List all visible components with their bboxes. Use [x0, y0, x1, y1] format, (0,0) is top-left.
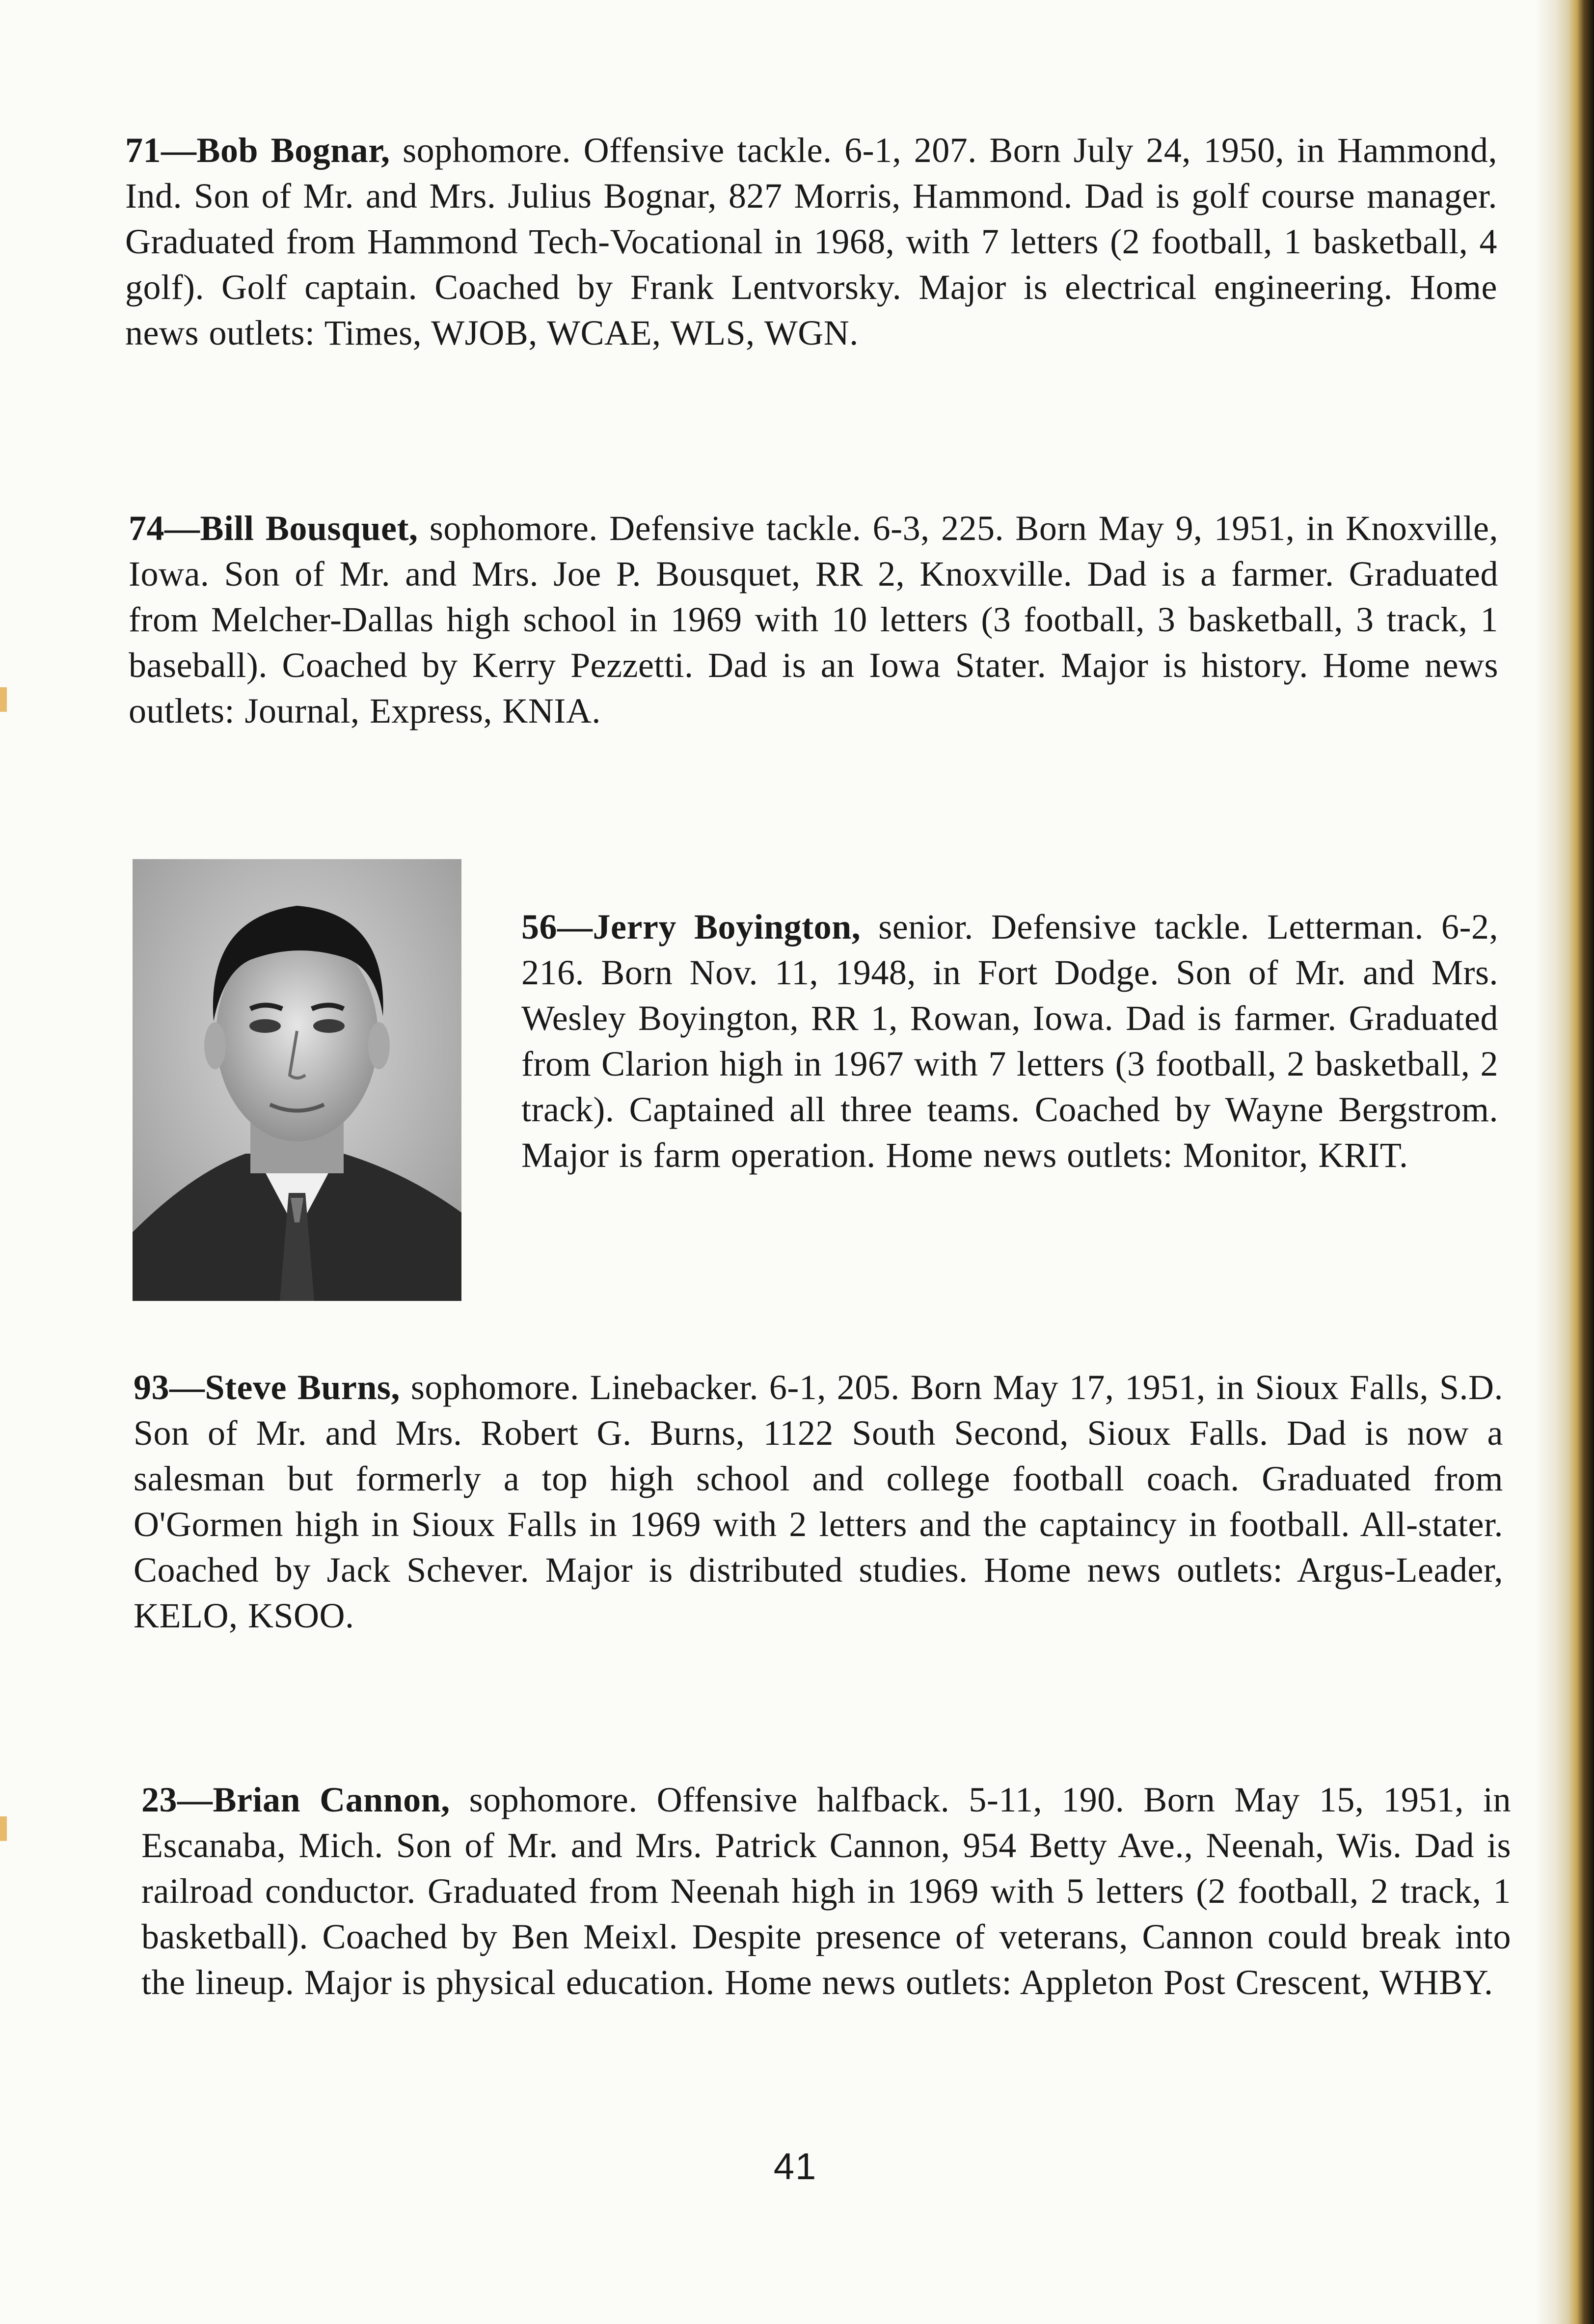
player-bio: sophomore. Linebacker. 6-1, 205. Born May 17, 1951, in Sioux Falls, S.D. Son of Mr. and Mrs. Robert G. Burns, 1122 South Second, Sioux Falls. Dad is now a salesman but formerly a top high school and college football coach. Graduated from O'Gormen high in Sioux Falls in 1969 with 2 letters and the captaincy in football. All-stater. Coached by Jack Schever. Major is distributed studies. Home news outlets: Argus-Leader, KELO, KSOO.: [134, 1368, 1503, 1635]
page-gutter: [1535, 0, 1569, 2324]
player-bio: sophomore. Offensive tackle. 6-1, 207. Born July 24, 1950, in Hammond, Ind. Son of Mr. and Mrs. Julius Bognar, 827 Morris, Hammond. Dad is golf course manager. Graduated from Hammond Tech-Vocational in 1968, with 7 letters (2 football, 1 basketball, 4 golf). Golf captain. Coached by Frank Lentvorsky. Major is electrical engineering. Home news outlets: Times, WJOB, WCAE, WLS, WGN.: [125, 131, 1498, 352]
player-heading: 56—Jerry Boyington,: [521, 907, 861, 946]
player-bio: senior. Defensive tackle. Letterman. 6-2, 216. Born Nov. 11, 1948, in Fort Dodge. Son of Mr. and Mrs. Wesley Boyington, RR 1, Rowan, Iowa. Dad is farmer. Graduated from Clarion high in 1967 with 7 letters (3 football, 2 basketball, 2 track). Captained all three teams. Coached by Wayne Bergstrom. Major is farm operation. Home news outlets: Monitor, KRIT.: [521, 907, 1498, 1175]
page-number: 41: [773, 2146, 817, 2188]
player-heading: 74—Bill Bousquet,: [129, 509, 418, 548]
book-spine-edge: [1569, 0, 1594, 2324]
player-entry-boyington: [521, 904, 1498, 1178]
edge-mark: [0, 1816, 7, 1841]
player-bio: sophomore. Offensive halfback. 5-11, 190. Born May 15, 1951, in Escanaba, Mich. Son of Mr. and Mrs. Patrick Cannon, 954 Betty Ave., Neenah, Wis. Dad is railroad conductor. Graduated from Neenah high in 1969 with 5 letters (2 football, 2 track, 1 basketball). Coached by Ben Meixl. Despite presence of veterans, Cannon could break into the lineup. Major is physical education. Home news outlets: Appleton Post Crescent, WHBY.: [141, 1780, 1511, 2002]
player-bio: sophomore. Defensive tackle. 6-3, 225. Born May 9, 1951, in Knoxville, Iowa. Son of Mr. and Mrs. Joe P. Bousquet, RR 2, Knoxville. Dad is a farmer. Graduated from Melcher-Dallas high school in 1969 with 10 letters (3 football, 3 basketball, 3 track, 1 baseball). Coached by Kerry Pezzetti. Dad is an Iowa Stater. Major is history. Home news outlets: Journal, Express, KNIA.: [129, 509, 1499, 730]
player-entry-cannon: [141, 1777, 1511, 2005]
player-entry-burns: [134, 1365, 1503, 1639]
player-entry-bognar: [125, 128, 1497, 356]
player-heading: 23—Brian Cannon,: [141, 1780, 450, 1819]
edge-mark: [0, 687, 7, 712]
player-entry-bousquet: [129, 506, 1498, 734]
player-heading: 93—Steve Burns,: [134, 1368, 400, 1407]
player-photo-boyington: [133, 859, 461, 1301]
player-heading: 71—Bob Bognar,: [125, 131, 390, 170]
